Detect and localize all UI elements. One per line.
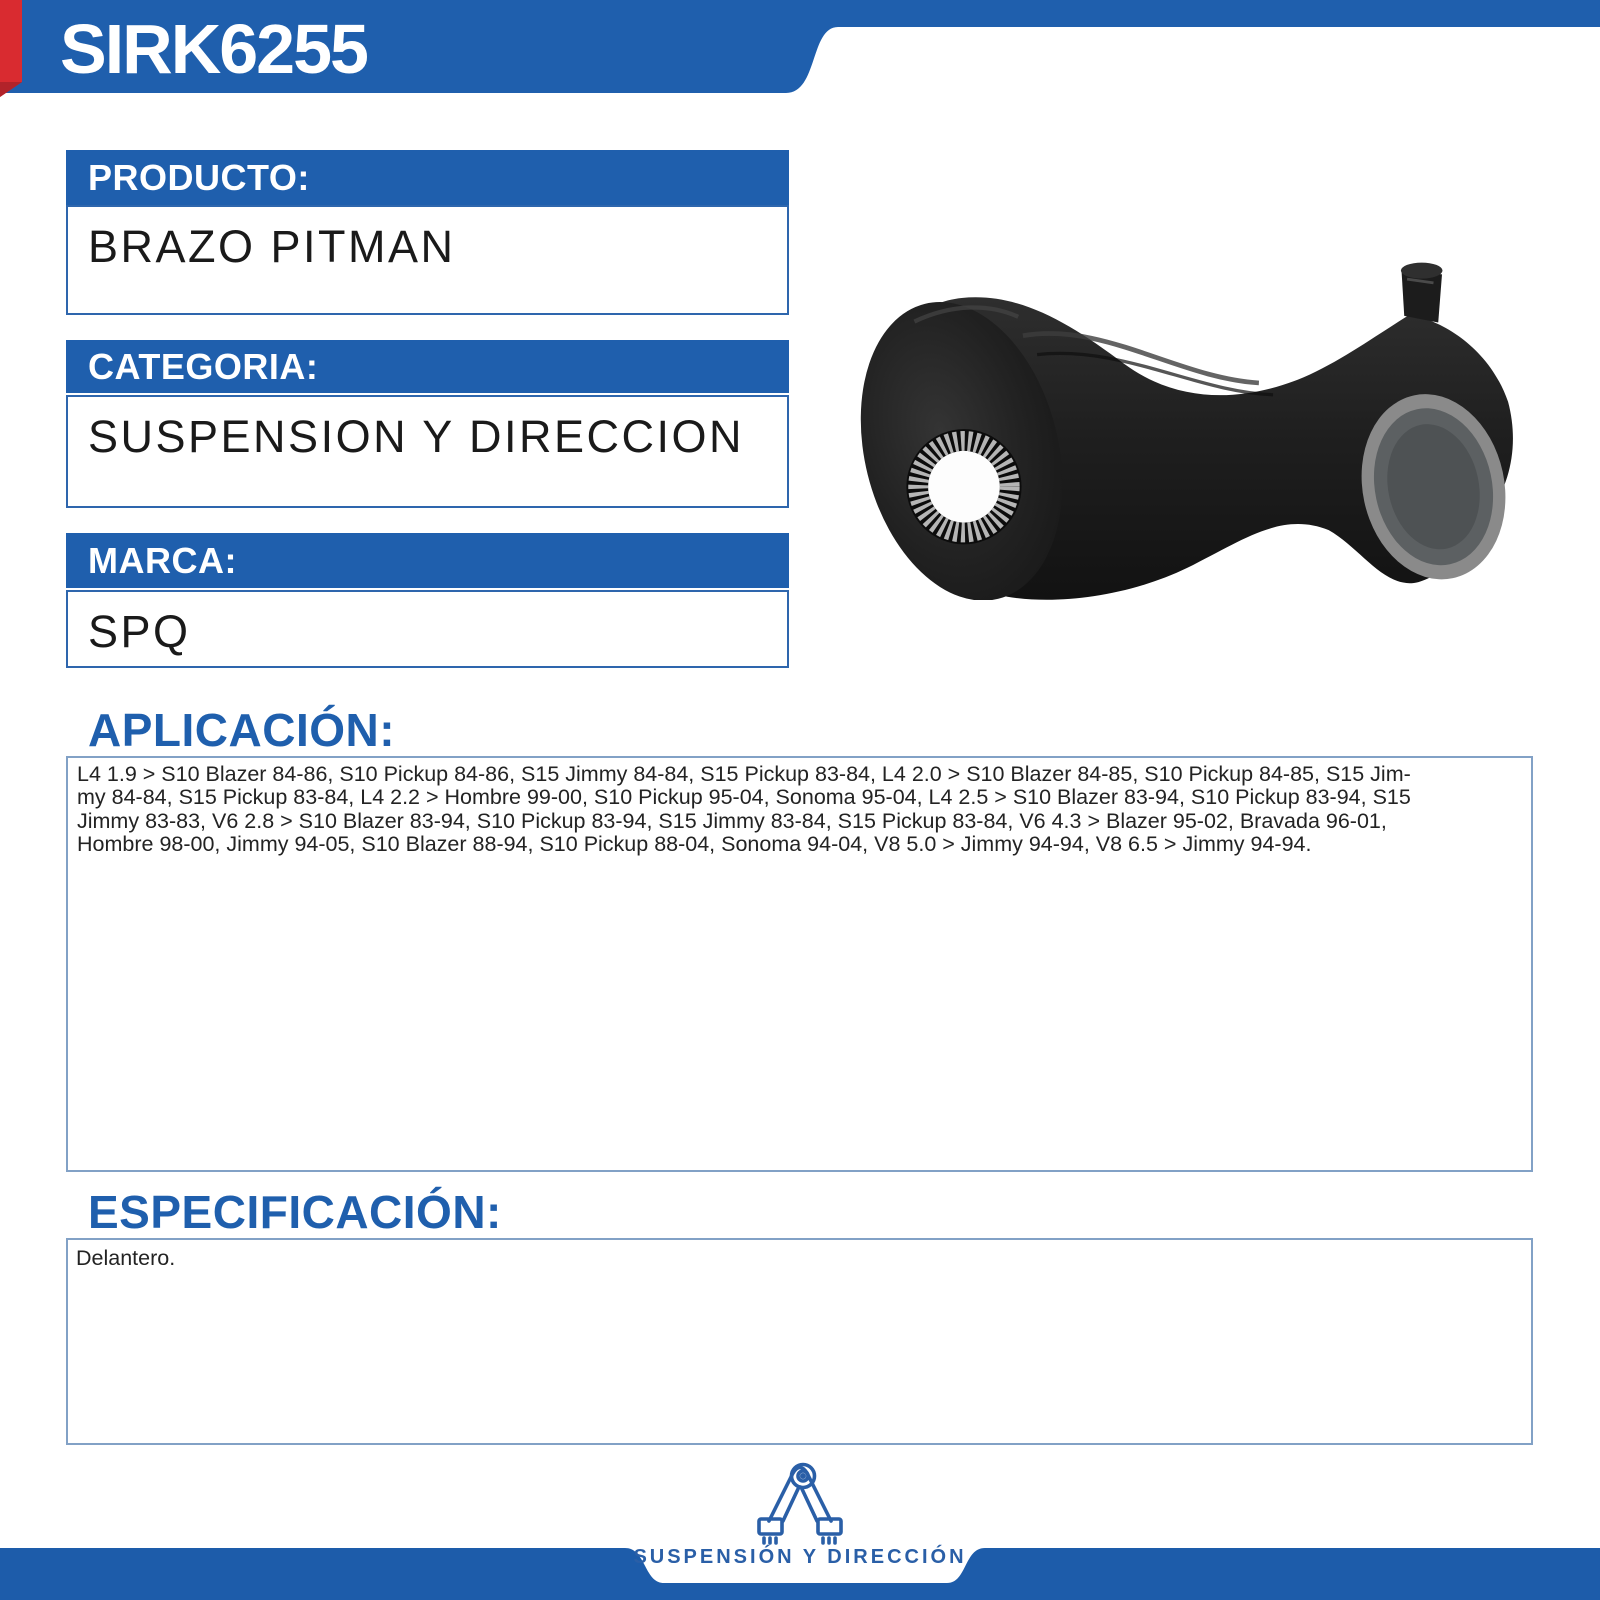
especificacion-text: Delantero.	[76, 1246, 176, 1270]
aplicacion-heading: APLICACIÓN:	[88, 704, 396, 756]
especificacion-box	[66, 1238, 1533, 1445]
ball-stud-tip	[1401, 263, 1443, 279]
control-arm-icon	[745, 1460, 855, 1550]
aplicacion-box	[66, 756, 1533, 1172]
producto-label: PRODUCTO:	[88, 156, 310, 198]
marca-value: SPQ	[88, 606, 191, 657]
aplicacion-line: L4 1.9 > S10 Blazer 84-86, S10 Pickup 84-86, S15 Jimmy 84-84, S15 Pickup 83-84, L4 2.0 > S10 Blazer 84-85, S10 Pickup 84-85, S15 Jim-	[77, 762, 1411, 786]
spline-hole	[928, 451, 1000, 523]
marca-value-box	[66, 590, 789, 668]
pitman-arm-photo	[820, 180, 1560, 600]
aplicacion-line: Jimmy 83-83, V6 2.8 > S10 Blazer 83-94, S10 Pickup 83-94, S15 Jimmy 83-84, S15 Pickup 83-84, V6 4.3 > Blazer 95-02, Bravada 96-01,	[77, 808, 1387, 833]
marca-label: MARCA:	[88, 539, 237, 581]
categoria-label-bar	[66, 340, 789, 393]
footer-tagline: SUSPENSIÓN Y DIRECCIÓN	[633, 1546, 967, 1568]
categoria-label: CATEGORIA:	[88, 345, 319, 387]
marca-label-bar	[66, 533, 789, 588]
aplicacion-line: Hombre 98-00, Jimmy 94-05, S10 Blazer 88-94, S10 Pickup 88-04, Sonoma 94-04, V8 5.0 > Jimmy 94-94, V8 6.5 > Jimmy 94-94.	[77, 832, 1312, 857]
producto-label-bar	[66, 150, 789, 205]
categoria-value-box	[66, 395, 789, 508]
categoria-value: SUSPENSION Y DIRECCION	[88, 411, 744, 462]
page-title: SIRK6255	[60, 10, 367, 88]
aplicacion-line: my 84-84, S15 Pickup 83-84, L4 2.2 > Hombre 99-00, S10 Pickup 95-04, Sonoma 95-04, L4 2.5 > S10 Blazer 83-94, S10 Pickup 83-94, S15	[77, 785, 1411, 810]
producto-value-box	[66, 205, 789, 315]
especificacion-heading: ESPECIFICACIÓN:	[88, 1186, 502, 1238]
producto-value: BRAZO PITMAN	[88, 221, 456, 272]
